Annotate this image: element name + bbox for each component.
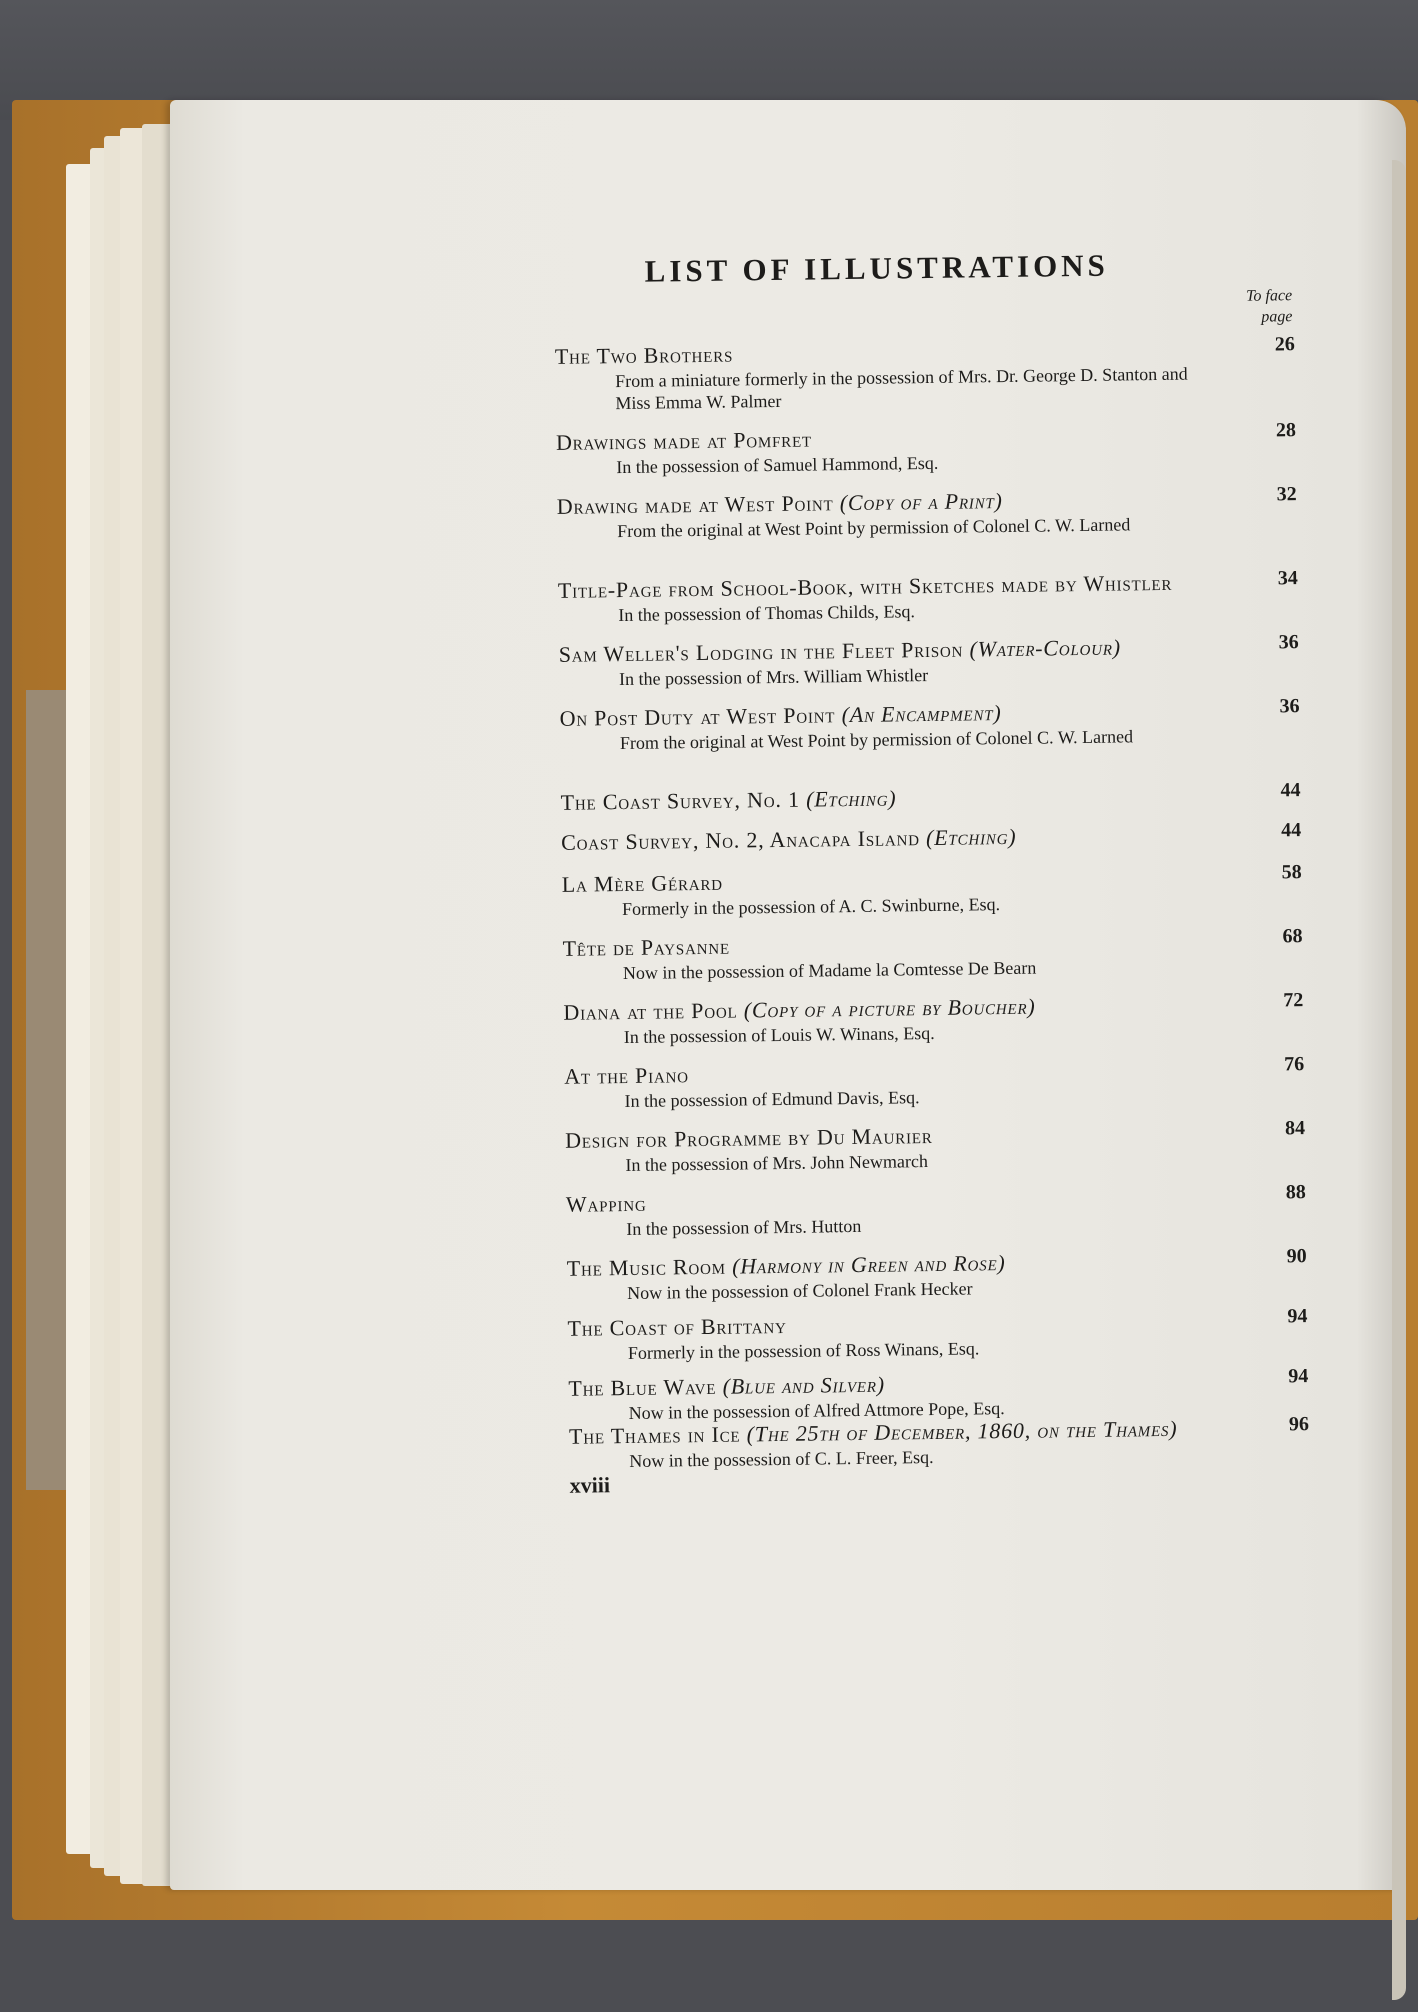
- entry-title-text: The Blue Wave: [568, 1373, 717, 1401]
- entry-medium: (Etching): [805, 785, 897, 812]
- column-header-line: To face: [1245, 287, 1293, 305]
- entry-note: In the possession of Edmund Davis, Esq.: [624, 1087, 920, 1112]
- list-item: [555, 333, 1296, 415]
- entry-note: In the possession of Mrs. John Newmarch: [625, 1151, 929, 1176]
- entry-title-text: At the Piano: [564, 1062, 689, 1089]
- entry-page-number: 26: [1274, 333, 1295, 356]
- entry-title-text: Diana at the Pool: [563, 997, 738, 1025]
- list-item: [562, 861, 1303, 921]
- entry-page-number: 96: [1288, 1413, 1310, 1436]
- entry-title-text: Design for Programme by Du Maurier: [564, 1122, 933, 1153]
- entry-note: Now in the possession of Alfred Attmore Pope, Esq.: [628, 1398, 1005, 1423]
- entry-page-number: 76: [1284, 1053, 1305, 1076]
- entry-page-number: 88: [1285, 1181, 1306, 1204]
- entry-title-text: The Coast Survey, No. 1: [560, 786, 800, 815]
- entry-note: Formerly in the possession of A. C. Swinburne, Esq.: [621, 894, 1001, 920]
- entry-note: In the possession of Thomas Childs, Esq.: [618, 601, 916, 626]
- list-item: [563, 989, 1304, 1049]
- list-item: [567, 1245, 1308, 1305]
- entry-page-number: 44: [1280, 819, 1302, 842]
- entry-title-text: Drawing made at West Point: [556, 490, 834, 519]
- entry-title-text: Tête de Paysanne: [562, 933, 731, 961]
- entry-title: [561, 779, 1301, 817]
- entry-page-number: 58: [1281, 861, 1302, 884]
- entry-title-text: Drawings made at Pomfret: [555, 426, 813, 455]
- list-item: [559, 695, 1300, 755]
- entry-medium: (The 25th of December, 1860, on the Thames): [746, 1415, 1178, 1447]
- entry-title-text: The Coast of Brittany: [567, 1312, 787, 1341]
- entry-note: Formerly in the possession of Ross Winans, Esq.: [627, 1338, 980, 1363]
- entry-medium: (An Encampment): [841, 700, 1002, 728]
- list-item: [556, 419, 1297, 479]
- entry-medium: (Etching): [925, 823, 1017, 851]
- entry-page-number: 32: [1276, 483, 1297, 506]
- entry-title-text: The Two Brothers: [554, 341, 734, 369]
- entry-title-text: Wapping: [565, 1190, 647, 1217]
- entry-page-number: 34: [1277, 567, 1298, 590]
- list-item: [561, 779, 1301, 817]
- entry-note: Now in the possession of Colonel Frank Hecker: [626, 1278, 973, 1303]
- list-item: [567, 1305, 1308, 1365]
- entry-note: Now in the possession of C. L. Freer, Esq.: [629, 1447, 934, 1471]
- page-number-footer: xviii: [569, 1472, 611, 1498]
- page-title: LIST OF ILLUSTRATIONS: [644, 247, 1110, 289]
- entry-title-text: The Thames in Ice: [568, 1421, 741, 1449]
- entry-page-number: 90: [1286, 1245, 1307, 1268]
- list-item: [561, 819, 1301, 857]
- list-item: [559, 631, 1300, 691]
- entry-page-number: 36: [1278, 631, 1299, 654]
- entry-medium: (Copy of a picture by Boucher): [743, 993, 1036, 1023]
- entry-title-text: The Music Room: [566, 1253, 726, 1281]
- list-item: [557, 483, 1298, 543]
- entry-title: [561, 819, 1301, 857]
- list-item: [558, 567, 1299, 627]
- list-item: [565, 1117, 1306, 1177]
- entry-medium: (Harmony in Green and Rose): [731, 1250, 1006, 1279]
- column-header: [1212, 285, 1293, 328]
- list-item: [566, 1181, 1307, 1241]
- entry-title-text: Title-Page from School-Book, with Sketches made by Whistler: [557, 569, 1173, 603]
- entry-page-number: 68: [1282, 925, 1303, 948]
- entry-note: Now in the possession of Madame la Comtesse De Bearn: [622, 957, 1037, 984]
- entry-note: From the original at West Point by permission of Colonel C. W. Larned: [619, 726, 1134, 754]
- entry-note: In the possession of Louis W. Winans, Esq.: [623, 1022, 935, 1048]
- entry-page-number: 44: [1280, 779, 1301, 802]
- list-item: [564, 1053, 1305, 1113]
- entry-page-number: 94: [1287, 1305, 1308, 1328]
- entry-note: In the possession of Mrs. William Whistler: [618, 665, 929, 690]
- column-header-line: page: [1261, 308, 1293, 326]
- entry-title-text: On Post Duty at West Point: [559, 702, 836, 731]
- entry-note: From the original at West Point by permission of Colonel C. W. Larned: [617, 514, 1131, 542]
- list-item: [562, 925, 1303, 985]
- entry-note: In the possession of Mrs. Hutton: [626, 1215, 862, 1240]
- entry-medium: (Copy of a Print): [839, 488, 1003, 516]
- entry-medium: (Blue and Silver): [722, 1371, 886, 1399]
- entry-title-text: Sam Weller's Lodging in the Fleet Prison: [558, 636, 964, 667]
- list-item: [569, 1413, 1310, 1473]
- entry-note: From a miniature formerly in the possession of Mrs. Dr. George D. Stanton and Miss Emma W. Palmer: [615, 363, 1188, 414]
- entry-page-number: 72: [1283, 989, 1304, 1012]
- entry-title-text: Coast Survey, No. 2, Anacapa Island: [561, 825, 920, 855]
- entry-page-number: 36: [1279, 695, 1300, 718]
- entry-page-number: 28: [1275, 419, 1297, 442]
- entry-medium: (Water-Colour): [969, 634, 1122, 662]
- entry-title-text: La Mère Gérard: [561, 869, 724, 897]
- entry-page-number: 94: [1288, 1365, 1309, 1388]
- entry-note: In the possession of Samuel Hammond, Esq.: [616, 452, 939, 478]
- entry-page-number: 84: [1284, 1117, 1306, 1140]
